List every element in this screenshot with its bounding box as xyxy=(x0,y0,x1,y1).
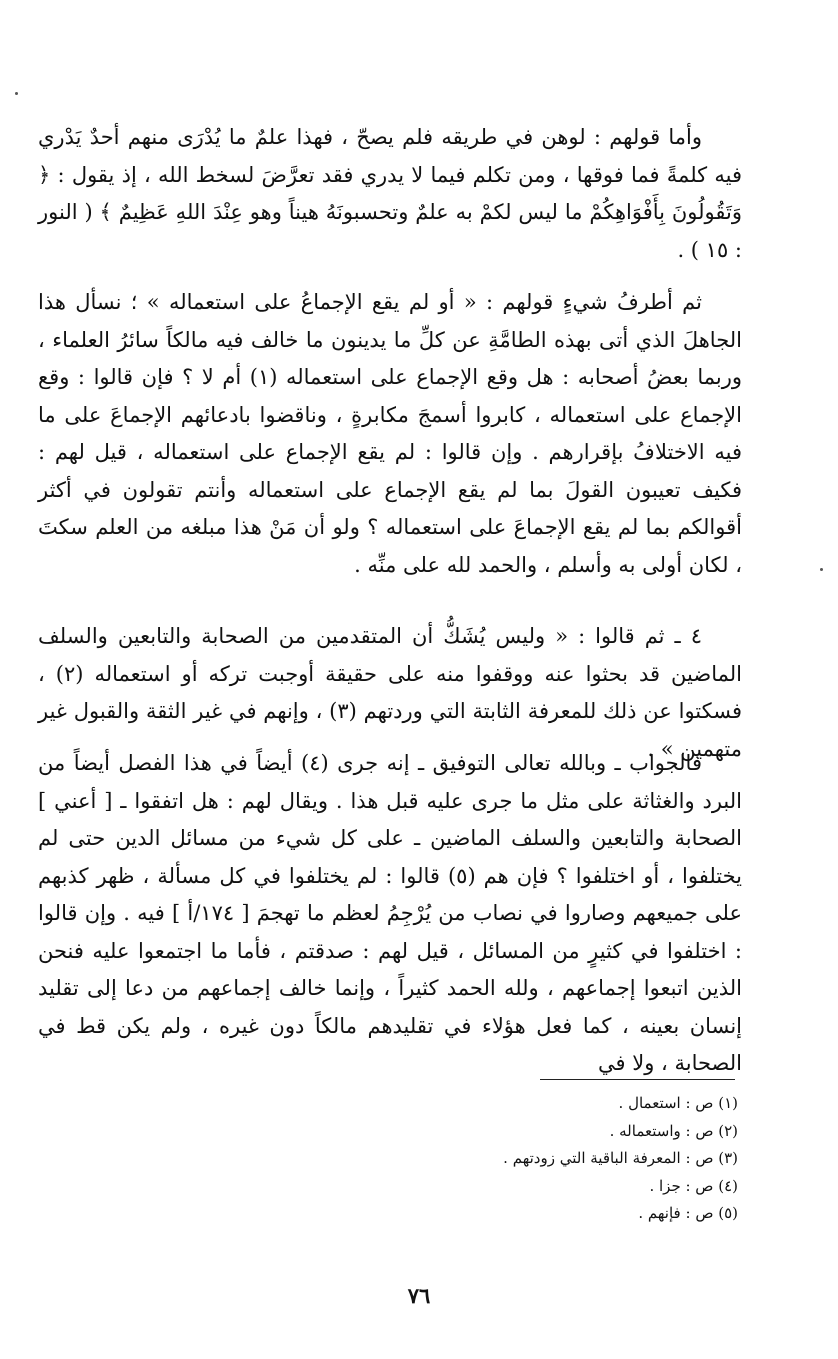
scan-speck xyxy=(15,92,18,95)
footnote-1: (١) ص : استعمال . xyxy=(618,1094,738,1112)
footnote-4: (٤) ص : جزا . xyxy=(649,1176,738,1195)
footnote-5: (٥) ص : فإنهم . xyxy=(638,1204,738,1222)
page-number: ٧٦ xyxy=(407,1283,431,1308)
paragraph-text: وأما قولهم : لوهن في طريقه فلم يصحّ ، فهذا علمٌ ما يُدْرَى منهم أحدٌ يَدْري فيه كلمةً فما فوقها ، ومن تكلم فيما لا يدري فقد تعرَّضَ لسخط الله ، إذ يقول : ﴿ وَتَقُولُونَ بِأَفْوَاهِكُمْ ما ليس لكمْ به علمٌ وتحسبونَهُ هيناً وهو عِنْدَ اللهِ عَظِيمٌ ﴾ ( النور : ١٥ ) . xyxy=(38,125,742,262)
paragraph-1 xyxy=(38,119,742,269)
paragraph-4 xyxy=(38,745,742,1083)
scan-speck xyxy=(820,568,823,571)
paragraph-text: ثم أطرفُ شيءٍ قولهم : « أو لم يقع الإجماعُ على استعماله » ؛ نسأل هذا الجاهلَ الذي أتى بهذه الطامَّةِ عن كلِّ ما يدينون ما خالف فيه مالكاً سائرُ العلماء ، وربما بعضُ أصحابه : هل وقع الإجماع على استعماله (١) أم لا ؟ فإن قالوا : وقع الإجماع على استعماله ، كابروا أسمجَ مكابرةٍ ، وناقضوا بادعائهم الإجماعَ على ما فيه الاختلافُ بإقرارهم . وإن قالوا : لم يقع الإجماع على استعماله ، قيل لهم : فكيف تعيبون القولَ بما لم يقع الإجماع على استعماله وأنتم تقولون في أكثر أقوالكم بما لم يقع الإجماعَ على استعماله ؟ ولو أن مَنْ هذا مبلغه من العلم سكتَ ، لكان أولى به وأسلم ، والحمد لله على منِّه . xyxy=(38,290,742,577)
footnote-2: (٢) ص : واستعماله . xyxy=(609,1121,738,1140)
paragraph-text: فالجواب ـ وبالله تعالى التوفيق ـ إنه جرى (٤) أيضاً في هذا الفصل أيضاً من البرد والغثاثة على مثل ما جرى عليه قبل هذا . ويقال لهم : هل اتفقوا ـ [ أعني ] الصحابة والتابعين والسلف الماضين ـ على كل شيء من مسائل الدين حتى لم يختلفوا ، أو اختلفوا ؟ فإن هم (٥) قالوا : لم يختلفوا في كل مسألة ، ظهر كذبهم على جميعهم وصاروا في نصاب من يُرْجِمُ لعظم ما تهجمَ [ ١٧٤/أ ] فيه . وإن قالوا : اختلفوا في كثيرٍ من المسائل ، قيل لهم : صدقتم ، فأما ما اجتمعوا عليه فنحن الذين اتبعوا إجماعهم ، ولله الحمد كثيراً ، وإنما خالف إجماعهم من دعا إلى تقليد إنسان بعينه ، كما فعل هؤلاء في تقليدهم مالكاً دون غيره ، ولم يكن قط في الصحابة ، ولا في xyxy=(38,751,743,1075)
paragraph-text: ٤ ـ ثم قالوا : « وليس يُشَكُّ أن المتقدمين من الصحابة والتابعين والسلف الماضين قد بحثوا عنه ووقفوا منه على حقيقة أوجبت تركه أو استعماله (٢) ، فسكتوا عن ذلك للمعرفة الثابتة التي وردتهم (٣) ، وإنهم في غير الثقة والقبول غير متهمين » . xyxy=(38,624,742,761)
footnote-divider xyxy=(540,1079,735,1080)
footnote-3: (٣) ص : المعرفة الباقية التي زودتهم . xyxy=(503,1149,738,1167)
footnotes xyxy=(400,1090,738,1228)
paragraph-2 xyxy=(38,284,742,584)
